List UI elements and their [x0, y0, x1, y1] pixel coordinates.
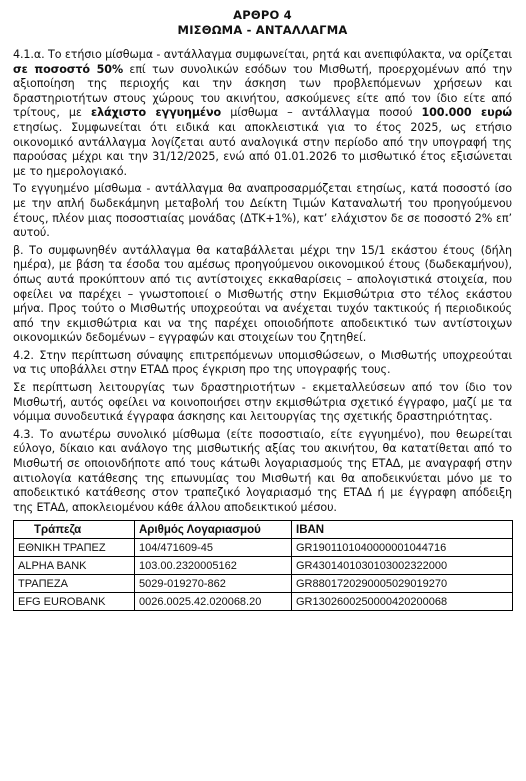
paragraph — [13, 349, 512, 378]
table-row — [14, 557, 513, 575]
paragraph-text: επί των συνολικών εσόδων του Μισθωτή, προερχομένων από την αξιοποίηση της περιοχής και την άσκηση των προβλεπόμενων χρήσεων και δραστηριοτήτων στους χώρους του ακινήτου, ασκούμενες είτε από τον ίδιο είτε από τρίτους, με — [13, 62, 513, 120]
account-number-cell: 0026.0025.42.020068.20 — [135, 593, 292, 611]
iban-cell: GR8801720290005029019270 — [292, 575, 513, 593]
table-row — [14, 539, 513, 557]
bold-text: σε ποσοστό 50% — [13, 62, 124, 76]
table-row — [14, 575, 513, 593]
paragraph-text: Σε περίπτωση λειτουργίας των δραστηριοτήτων - εκμεταλλεύσεων από τον ίδιο τον Μισθωτή, αυτός οφείλει να κοινοποιήσει στην εκμισθώτρια σχετικό έγγραφο, μαζί με τα νόμιμα συνοδευτικά έγγραφα άσκησης και λειτουργίας της σχετικής δραστηριότητας. — [13, 381, 512, 424]
bold-text: ελάχιστο εγγυημένο — [90, 106, 222, 120]
paragraph-text: ετησίως. Συμφωνείται ότι ειδικά και αποκλειστικά για το έτος 2025, ως ετήσιο οικονομικό αντάλλαγμα λογίζεται αυτό αναλογικά στην περίοδο από την υπογραφή της παρούσας μέχρι και την 31/12/2025, ενώ από 01.01.2026 το μισθωτικό έτος εξισώνεται με το ημερολογιακό. — [13, 120, 512, 178]
paragraph — [13, 381, 512, 425]
paragraph-text: μίσθωμα – αντάλλαγμα ποσού — [221, 106, 422, 120]
bank-name-cell: ALPHA BANK — [14, 557, 135, 575]
column-header-bank: Τράπεζα — [14, 521, 135, 539]
paragraph-text: 4.3. Το ανωτέρω συνολικό μίσθωμα (είτε ποσοστιαίο, είτε εγγυημένο), που θεωρείται εύλογο, δίκαιο και ανάλογο της μισθωτικής αξίας του ακινήτου, θα κατατίθεται από το Μισθωτή σε οποιονδήποτε από τους κάτωθι λογαριασμούς της ΕΤΑΔ, με αναγραφή στην αιτιολογία κατάθεσης της επωνυμίας του Μισθωτή και θα αποδεικνύεται μόνο με το αποδεικτικό κατάθεσης στον τραπεζικό λογαριασμό της ΕΤΑΔ ή με έγγραφη απόδειξη της ΕΤΑΔ, αποκλειομένου κάθε άλλου αποδεικτικού μέσου. — [13, 427, 512, 514]
paragraph-text: 4.2. Στην περίπτωση σύναψης επιτρεπόμενων υπομισθώσεων, ο Μισθωτής υποχρεούται να τις υποβάλλει στην ΕΤΑΔ προς έγκριση προ της υπογραφής τους. — [13, 348, 512, 377]
account-number-cell: 104/471609-45 — [135, 539, 292, 557]
iban-cell: GR4301401030103002322000 — [292, 557, 513, 575]
table-header-row — [14, 521, 513, 539]
bank-name-cell: ΤΡΑΠΕΖΑ — [14, 575, 135, 593]
column-header-iban: IBAN — [292, 521, 513, 539]
account-number-cell: 103.00.2320005162 — [135, 557, 292, 575]
paragraph — [13, 428, 512, 516]
article-body — [13, 48, 512, 515]
paragraph — [13, 48, 512, 179]
table-body — [14, 539, 513, 611]
paragraph — [13, 244, 512, 346]
paragraph-text: Το εγγυημένο μίσθωμα - αντάλλαγμα θα αναπροσαρμόζεται ετησίως, κατά ποσοστό ίσο με την απλή δωδεκάμηνη μεταβολή του Δείκτη Τιμών Καταναλωτή του προηγούμενου έτους, πλέον μιας ποσοστιαίας μονάδας (ΔΤΚ+1%), κατ’ ελάχιστον δε σε ποσοστό 2% επ’ αυτού. — [13, 182, 512, 240]
bold-text: 100.000 ευρώ — [421, 106, 512, 120]
paragraph — [13, 182, 512, 240]
column-header-account-number: Αριθμός Λογαριασμού — [135, 521, 292, 539]
account-number-cell: 5029-019270-862 — [135, 575, 292, 593]
iban-cell: GR1302600250000420200068 — [292, 593, 513, 611]
bank-name-cell: EFG EUROBANK — [14, 593, 135, 611]
iban-cell: GR1901101040000001044716 — [292, 539, 513, 557]
article-subtitle: ΜΙΣΘΩΜΑ - ΑΝΤΑΛΛΑΓΜΑ — [177, 23, 348, 37]
paragraph-text: 4.1.α. Το ετήσιο μίσθωμα - αντάλλαγμα συμφωνείται, ρητά και ανεπιφύλακτα, να ορίζεται — [13, 48, 512, 61]
bank-accounts-table — [13, 520, 513, 611]
table-row — [14, 593, 513, 611]
paragraph-text: β. Το συμφωνηθέν αντάλλαγμα θα καταβάλλεται μέχρι την 15/1 εκάστου έτους (δήλη ημέρα), με βάση τα έσοδα του αμέσως προηγούμενου οικονομικού έτους (δωδεκαμήνου), όπως αυτά προκύπτουν από τις αντίστοιχες εκκαθαρίσεις – απολογιστικά στοιχεία, που οφείλει να παρέχει – γνωστοποιεί ο Μισθωτής στην Εκμισθώτρια στο τέλος εκάστου μήνα. Προς τούτο ο Μισθωτής υποχρεούται να ανέχεται τυχόν τακτικούς ή περιοδικούς από την εκμισθώτρια και να της παρέχει οποιοδήποτε αποδεικτικό των αντίστοιχων οικονομικών δεδομένων – εγγραφών και στοιχείων του ζητηθεί. — [13, 243, 512, 345]
bank-name-cell: ΕΘΝΙΚΗ ΤΡΑΠΕΖ — [14, 539, 135, 557]
article-title: ΑΡΘΡΟ 4 — [233, 8, 292, 22]
